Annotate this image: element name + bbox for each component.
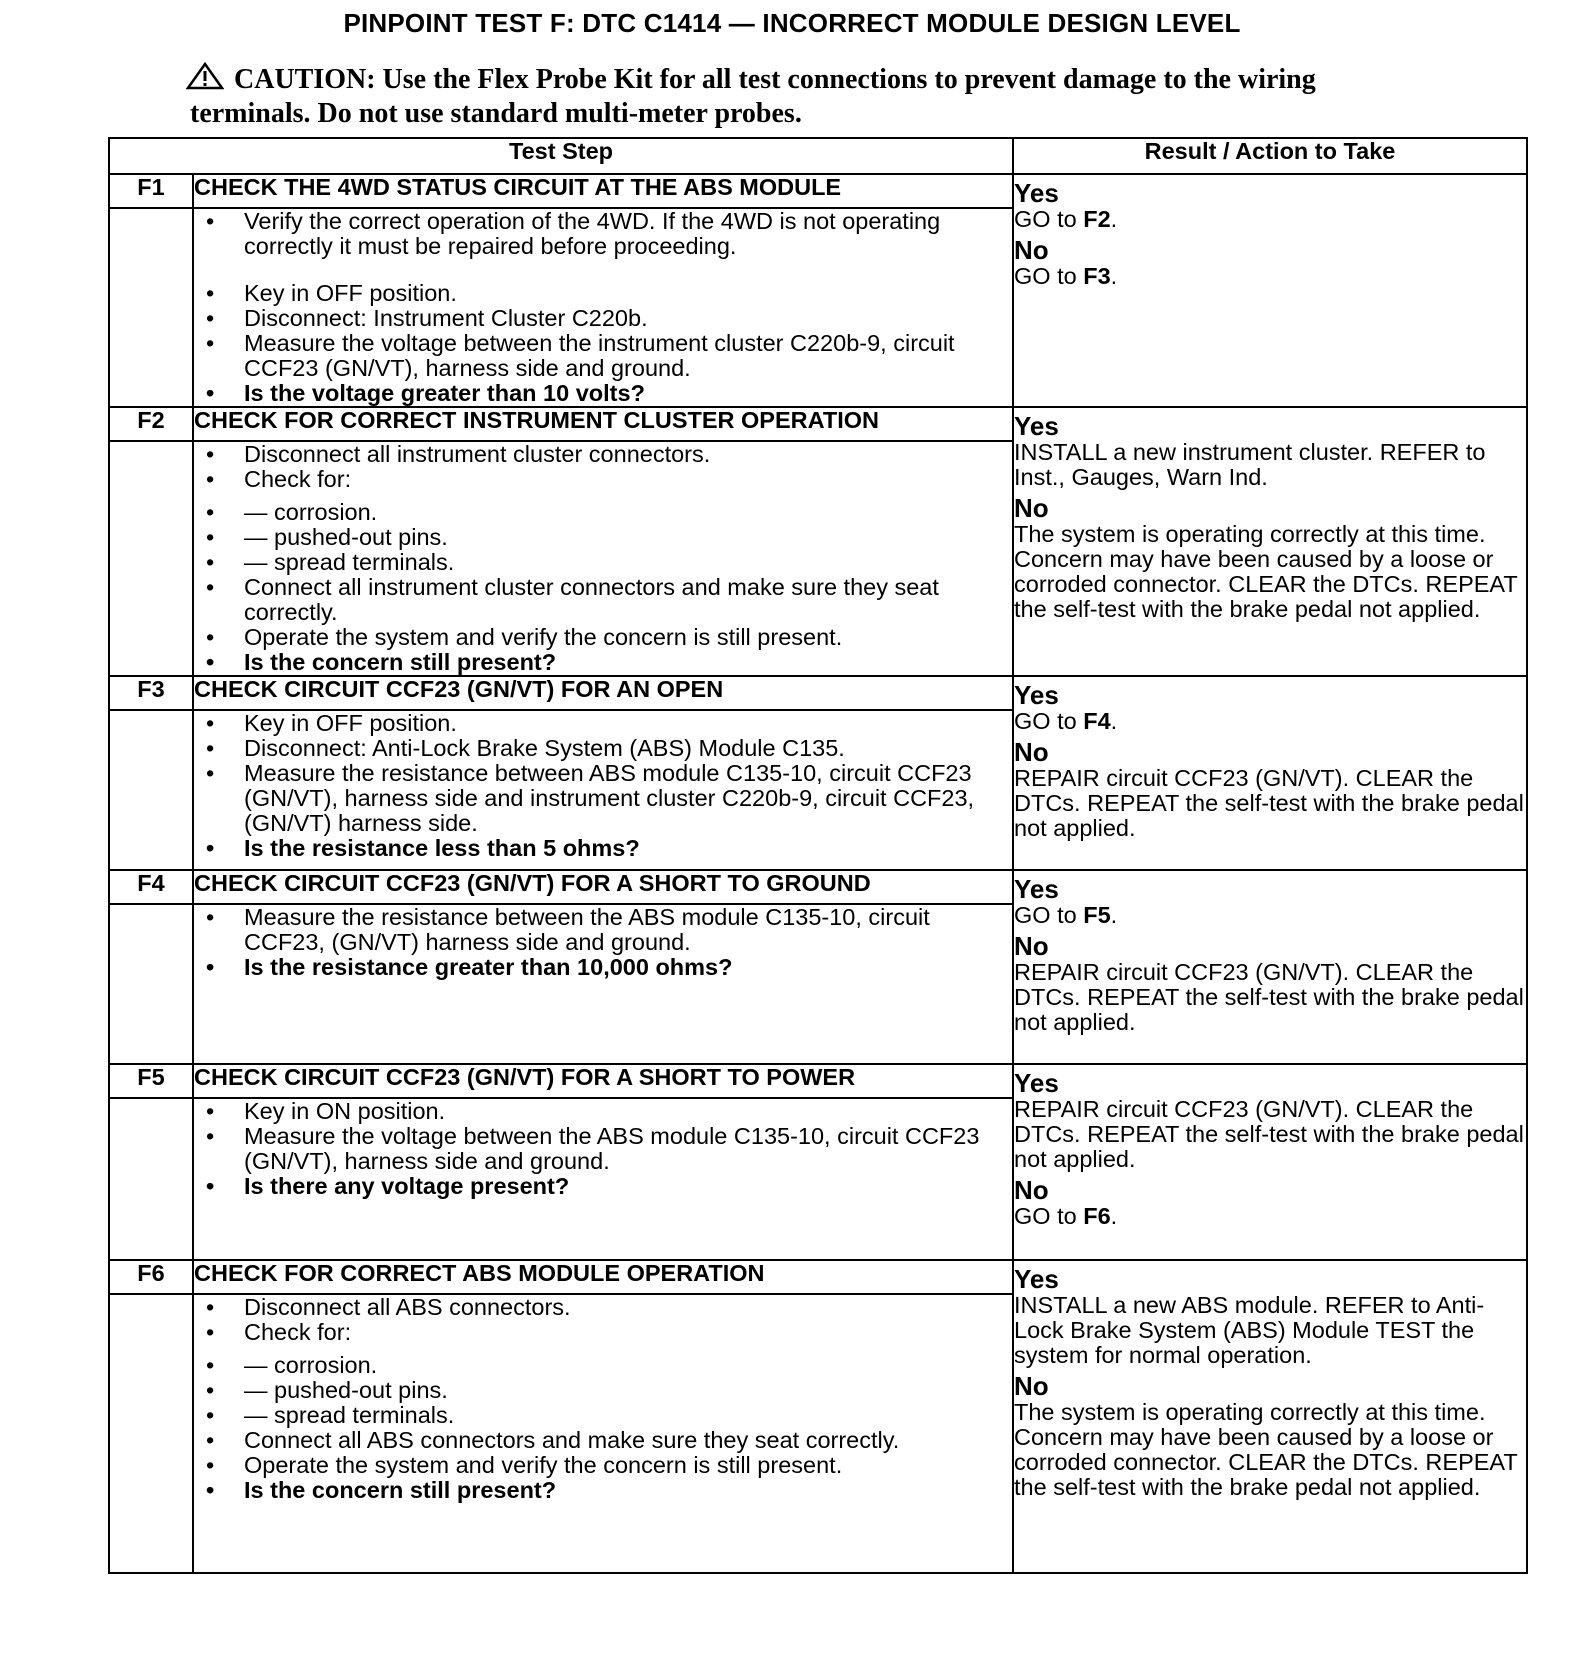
step-bullet: • Measure the resistance between ABS module C135-10, circuit CCF23 (GN/VT), harness side and instrument cluster C220b-9, circuit CCF23, (GN/VT) harness side. <box>194 761 1012 836</box>
no-label: No <box>1014 1371 1049 1401</box>
result-wrap <box>1014 175 1526 289</box>
step-bullet: • Key in OFF position. <box>194 281 1012 306</box>
no-action <box>1014 766 1526 841</box>
step-result <box>1013 1260 1527 1573</box>
step-id-spacer <box>109 904 193 1064</box>
step-result <box>1013 174 1527 407</box>
step-title-row <box>109 174 1527 208</box>
result-yes <box>1014 175 1526 232</box>
yes-action <box>1014 1293 1526 1368</box>
step-id-spacer <box>109 1294 193 1573</box>
step-body <box>193 208 1013 407</box>
step-id: F1 <box>109 174 193 208</box>
yes-text: GO to <box>1014 708 1084 734</box>
check-for-item: • — spread terminals. <box>194 1403 1012 1428</box>
result-no <box>1014 734 1526 841</box>
step-id: F5 <box>109 1064 193 1098</box>
yes-text: INSTALL a new instrument cluster. REFER to Inst., Gauges, Warn Ind. <box>1014 439 1486 490</box>
step-id: F6 <box>109 1260 193 1294</box>
result-no <box>1014 1172 1526 1229</box>
yes-action: GO to F5. <box>1014 902 1118 928</box>
header-test-step: Test Step <box>109 138 1013 174</box>
step-id-spacer <box>109 441 193 676</box>
yes-goto: F4 <box>1083 708 1111 734</box>
step-bullet: • Connect all ABS connectors and make sure they seat correctly. <box>194 1428 1012 1453</box>
step-id-spacer <box>109 1098 193 1260</box>
step-bullet: • Key in OFF position. <box>194 711 1012 736</box>
no-text: REPAIR circuit CCF23 (GN/VT). CLEAR the DTCs. REPEAT the self-test with the brake pedal not applied. <box>1014 959 1524 1035</box>
step-question: • Is the concern still present? <box>194 1478 1012 1503</box>
step-question: • Is there any voltage present? <box>194 1174 1012 1199</box>
no-action: GO to F3. <box>1014 263 1118 289</box>
yes-text: GO to <box>1014 902 1084 928</box>
step-bullet: • Check for: <box>194 1320 1012 1345</box>
yes-label: Yes <box>1014 874 1059 904</box>
step-body <box>193 710 1013 870</box>
step-bullet: • Operate the system and verify the concern is still present. <box>194 1453 1012 1478</box>
step-result <box>1013 676 1527 870</box>
no-action: GO to F6. <box>1014 1203 1118 1229</box>
step-title: CHECK CIRCUIT CCF23 (GN/VT) FOR AN OPEN <box>193 676 1013 710</box>
step-body <box>193 904 1013 1064</box>
check-for-item: • — corrosion. <box>194 500 1012 525</box>
step-body <box>193 441 1013 676</box>
step-question: • Is the resistance less than 5 ohms? <box>194 836 1012 861</box>
result-yes <box>1014 677 1526 734</box>
page-title: PINPOINT TEST F: DTC C1414 — INCORRECT MODULE DESIGN LEVEL <box>343 8 1241 38</box>
step-title-row <box>109 676 1527 710</box>
yes-goto: F5 <box>1083 902 1111 928</box>
yes-goto: F2 <box>1083 206 1111 232</box>
step-bullets <box>194 905 1012 980</box>
step-id: F3 <box>109 676 193 710</box>
step-title: CHECK FOR CORRECT ABS MODULE OPERATION <box>193 1260 1013 1294</box>
step-title: CHECK THE 4WD STATUS CIRCUIT AT THE ABS MODULE <box>193 174 1013 208</box>
step-bullets <box>194 442 1012 675</box>
step-question: • Is the voltage greater than 10 volts? <box>194 381 1012 406</box>
result-wrap <box>1014 1065 1526 1229</box>
result-wrap <box>1014 408 1526 622</box>
step-bullets <box>194 209 1012 406</box>
step-bullets <box>194 1099 1012 1199</box>
caution-text: CAUTION: Use the Flex Probe Kit for all test connections to prevent damage to the wiring terminals. Do not use standard multi-meter probes. <box>190 64 1316 129</box>
step-bullet: • Disconnect all instrument cluster connectors. <box>194 442 1012 467</box>
result-no <box>1014 928 1526 1035</box>
yes-label: Yes <box>1014 1264 1059 1294</box>
no-goto: F6 <box>1083 1203 1111 1229</box>
no-text: REPAIR circuit CCF23 (GN/VT). CLEAR the DTCs. REPEAT the self-test with the brake pedal not applied. <box>1014 765 1524 841</box>
step-title-row <box>109 870 1527 904</box>
step-title-row <box>109 1260 1527 1294</box>
no-label: No <box>1014 1175 1049 1205</box>
yes-text: REPAIR circuit CCF23 (GN/VT). CLEAR the DTCs. REPEAT the self-test with the brake pedal not applied. <box>1014 1096 1524 1172</box>
result-no <box>1014 490 1526 622</box>
step-id: F4 <box>109 870 193 904</box>
yes-label: Yes <box>1014 411 1059 441</box>
result-yes <box>1014 1261 1526 1368</box>
check-for-item: • — pushed-out pins. <box>194 1378 1012 1403</box>
no-text: The system is operating correctly at this time. Concern may have been caused by a loose or corroded connector. CLEAR the DTCs. REPEAT the self-test with the brake pedal not applied. <box>1014 1399 1518 1500</box>
step-id-spacer <box>109 208 193 407</box>
step-bullets <box>194 1295 1012 1503</box>
step-body <box>193 1294 1013 1573</box>
step-bullet: • Connect all instrument cluster connectors and make sure they seat correctly. <box>194 575 1012 625</box>
result-wrap <box>1014 1261 1526 1500</box>
step-bullet: • Check for: <box>194 467 1012 492</box>
step-result <box>1013 1064 1527 1260</box>
step-bullet: • Measure the voltage between the instrument cluster C220b-9, circuit CCF23 (GN/VT), harness side and ground. <box>194 331 1012 381</box>
step-bullet: • Disconnect all ABS connectors. <box>194 1295 1012 1320</box>
yes-label: Yes <box>1014 1068 1059 1098</box>
header-result-action: Result / Action to Take <box>1013 138 1527 174</box>
step-bullet: • Measure the voltage between the ABS module C135-10, circuit CCF23 (GN/VT), harness side and ground. <box>194 1124 1012 1174</box>
step-body <box>193 1098 1013 1260</box>
step-result <box>1013 870 1527 1064</box>
result-wrap <box>1014 871 1526 1035</box>
step-title: CHECK CIRCUIT CCF23 (GN/VT) FOR A SHORT TO POWER <box>193 1064 1013 1098</box>
result-yes <box>1014 1065 1526 1172</box>
yes-label: Yes <box>1014 178 1059 208</box>
check-for-list <box>194 500 1012 575</box>
step-bullet: • Measure the resistance between the ABS module C135-10, circuit CCF23, (GN/VT) harness side and ground. <box>194 905 1012 955</box>
step-question: • Is the concern still present? <box>194 650 1012 675</box>
step-id: F2 <box>109 407 193 441</box>
check-for-item: • — spread terminals. <box>194 550 1012 575</box>
step-bullets <box>194 711 1012 861</box>
check-for-item: • — corrosion. <box>194 1353 1012 1378</box>
caution-note <box>190 62 1430 130</box>
yes-text: INSTALL a new ABS module. REFER to Anti-Lock Brake System (ABS) Module TEST the system for normal operation. <box>1014 1292 1485 1368</box>
no-goto: F3 <box>1083 263 1111 289</box>
no-label: No <box>1014 737 1049 767</box>
step-bullet: • Disconnect: Instrument Cluster C220b. <box>194 306 1012 331</box>
step-title: CHECK FOR CORRECT INSTRUMENT CLUSTER OPERATION <box>193 407 1013 441</box>
no-action <box>1014 960 1526 1035</box>
no-text: GO to <box>1014 263 1084 289</box>
yes-action: GO to F2. <box>1014 206 1118 232</box>
step-bullet: • Disconnect: Anti-Lock Brake System (ABS) Module C135. <box>194 736 1012 761</box>
yes-action <box>1014 1097 1526 1172</box>
no-label: No <box>1014 235 1049 265</box>
no-text: The system is operating correctly at this time. Concern may have been caused by a loose or corroded connector. CLEAR the DTCs. REPEAT the self-test with the brake pedal not applied. <box>1014 521 1518 622</box>
no-label: No <box>1014 493 1049 523</box>
pinpoint-test-table <box>108 137 1528 1574</box>
result-no <box>1014 1368 1526 1500</box>
no-action <box>1014 1400 1526 1500</box>
check-for-list <box>194 1353 1012 1428</box>
result-yes <box>1014 408 1526 490</box>
yes-label: Yes <box>1014 680 1059 710</box>
yes-text: GO to <box>1014 206 1084 232</box>
step-id-spacer <box>109 710 193 870</box>
step-title-row <box>109 1064 1527 1098</box>
yes-action: GO to F4. <box>1014 708 1118 734</box>
no-text: GO to <box>1014 1203 1084 1229</box>
step-title-row <box>109 407 1527 441</box>
check-for-item: • — pushed-out pins. <box>194 525 1012 550</box>
result-no <box>1014 232 1526 289</box>
step-result <box>1013 407 1527 676</box>
step-bullet: • Operate the system and verify the concern is still present. <box>194 625 1012 650</box>
step-question: • Is the resistance greater than 10,000 ohms? <box>194 955 1012 980</box>
step-bullet: • Verify the correct operation of the 4WD. If the 4WD is not operating correctly it must be repaired before proceeding. <box>194 209 1012 259</box>
no-label: No <box>1014 931 1049 961</box>
result-yes <box>1014 871 1526 928</box>
step-bullet: • Key in ON position. <box>194 1099 1012 1124</box>
no-action <box>1014 522 1526 622</box>
yes-action <box>1014 440 1526 490</box>
result-wrap <box>1014 677 1526 841</box>
warning-triangle-icon <box>188 62 224 98</box>
step-title: CHECK CIRCUIT CCF23 (GN/VT) FOR A SHORT TO GROUND <box>193 870 1013 904</box>
